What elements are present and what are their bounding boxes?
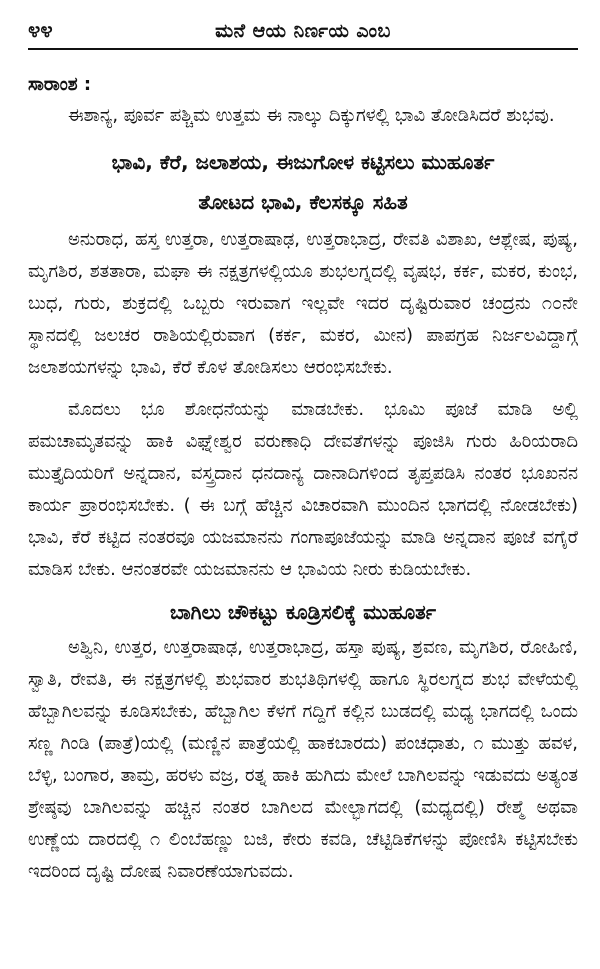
running-title: ಮನೆ ಆಯ ನಿರ್ಣಯ ಎಂಬ xyxy=(215,20,391,42)
summary-label: ಸಾರಾಂಶ : xyxy=(28,74,92,95)
page-number: ೪೪ xyxy=(28,18,53,43)
paragraph-bhoomi-pooja: ಮೊದಲು ಭೂ ಶೋಧನೆಯನ್ನು ಮಾಡಬೇಕು. ಭೂಮಿ ಪೂಜೆ ಮಾಡಿ ಅಲ್ಲಿ ಪಮಚಾಮೃತವನ್ನು ಹಾಕಿ ವಿಘ್ನೇಶ್ವರ ವರುಣಾಧಿ ದೇವತೆಗಳನ್ನು ಪೂಜಿಸಿ ಗುರು ಹಿರಿಯರಾದಿ ಮುತ್ತೈದಿಯರಿಗೆ ಅನ್ನದಾನ, ವಸ್ತ್ರದಾನ ಧನದಾನ್ಯ ದಾನಾದಿಗಳಿಂದ ತೃಪ್ತಪಡಿಸಿ ನಂತರ ಭೂಖನನ ಕಾರ್ಯ ಪ್ರಾರಂಭಿಸಬೇಕು. ( ಈ ಬಗ್ಗೆ ಹೆಚ್ಚಿನ ವಿಚಾರವಾಗಿ ಮುಂದಿನ ಭಾಗದಲ್ಲಿ ನೋಡಬೇಕು) ಭಾವಿ, ಕೆರೆ ಕಟ್ಟಿದ ನಂತರವೂ ಯಜಮಾನನು ಗಂಗಾಪೂಜೆಯನ್ನು ಮಾಡಿ ಅನ್ನದಾನ ಪೂಜೆ ವಗೈರೆ ಮಾಡಿಸ ಬೇಕು. ಆನಂತರವೇ ಯಜಮಾನನು ಆ ಭಾವಿಯ ನೀರು ಕುಡಿಯಬೇಕು. xyxy=(28,399,578,580)
paragraph-door-frame: ಅಶ್ವಿನಿ, ಉತ್ತರ, ಉತ್ತರಾಷಾಢ, ಉತ್ತರಾಭಾದ್ರ, ಹಸ್ತಾ ಪುಷ್ಯ, ಶ್ರವಣ, ಮೃಗಶಿರ, ರೋಹಿಣಿ, ಸ್ವಾತಿ, ರೇವತಿ, ಈ ನಕ್ಷತ್ರಗಳಲ್ಲಿ ಶುಭವಾರ ಶುಭತಿಥಿಗಳಲ್ಲಿ ಹಾಗೂ ಸ್ಥಿರಲಗ್ನದ ಶುಭ ವೇಳೆಯಲ್ಲಿ ಹೆಬ್ಬಾಗಿಲವನ್ನು ಕೂಡಿಸಬೇಕು, ಹೆಬ್ಬಾಗಿಲ ಕೆಳಗೆ ಗದ್ದಿಗೆ ಕಲ್ಲಿನ ಬುಡದಲ್ಲಿ ಮಧ್ಯ ಭಾಗದಲ್ಲಿ ಒಂದು ಸಣ್ಣ ಗಿಂಡಿ (ಪಾತ್ರೆ)ಯಲ್ಲಿ (ಮಣ್ಣಿನ ಪಾತ್ರೆಯಲ್ಲಿ ಹಾಕಬಾರದು) ಪಂಚಧಾತು, ೧ ಮುತ್ತು ಹವಳ, ಬೆಳ್ಳಿ, ಬಂಗಾರ, ತಾಮ್ರ, ಹರಳು ವಜ್ರ, ರತ್ನ ಹಾಕಿ ಹುಗಿದು ಮೇಲೆ ಬಾಗಿಲವನ್ನು ಇಡುವದು ಅತ್ಯಂತ ಶ್ರೇಷ್ಠವು ಬಾಗಿಲವನ್ನು ಹಚ್ಚಿನ ನಂತರ ಬಾಗಿಲದ ಮೇಲ್ಭಾಗದಲ್ಲಿ (ಮಧ್ಯದಲ್ಲಿ) ರೇಶ್ಮೆ ಅಥವಾ ಉಣ್ಣೆಯ ದಾರದಲ್ಲಿ ೧ ಲಿಂಬೆಹಣ್ಣು ಬಜಿ, ಕೇರು ಕವಡಿ, ಚೆಟ್ಟಿಡಿಕೆಗಳನ್ನು ಪೋಣಿಸಿ ಕಟ್ಟಿಸಬೇಕು ಇದರಿಂದ ದೃಷ್ಟಿ ದೋಷ ನಿವಾರಣೆಯಾಗುವದು. xyxy=(28,637,578,882)
running-header xyxy=(28,0,578,50)
section-heading-wells: ಭಾವಿ, ಕೆರೆ, ಜಲಾಶಯ, ಈಜುಗೋಳ ಕಟ್ಟಿಸಲು ಮುಹೂರ್ತ xyxy=(111,150,495,174)
summary-paragraph: ಈಶಾನ್ಯ, ಪೂರ್ವ ಪಶ್ಚಿಮ ಉತ್ತಮ ಈ ನಾಲ್ಕು ದಿಕ್ಕುಗಳಲ್ಲಿ ಭಾವಿ ತೋಡಿಸಿದರೆ ಶುಭವು. xyxy=(68,105,555,126)
section-heading-door-frame: ಬಾಗಿಲು ಚೌಕಟ್ಟು ಕೂಡ್ರಿಸಲಿಕ್ಕೆ ಮುಹೂರ್ತ xyxy=(169,600,437,624)
section-subheading-garden-well: ತೋಟದ ಭಾವಿ, ಕೆಲಸಕ್ಕೂ ಸಹಿತ xyxy=(198,190,408,214)
paragraph-nakshatras-wells: ಅನುರಾಧ, ಹಸ್ತ ಉತ್ತರಾ, ಉತ್ತರಾಷಾಢ, ಉತ್ತರಾಭಾದ್ರ, ರೇವತಿ ವಿಶಾಖ, ಆಶ್ಲೇಷ, ಪುಷ್ಯ, ಮೃಗಶಿರ, ಶತತಾರಾ, ಮಘಾ ಈ ನಕ್ಷತ್ರಗಳಲ್ಲಿಯೂ ಶುಭಲಗ್ನದಲ್ಲಿ ವೃಷಭ, ಕರ್ಕ, ಮಕರ, ಕುಂಭ, ಬುಧ, ಗುರು, ಶುಕ್ರದಲ್ಲಿ ಒಬ್ಬರು ಇರುವಾಗ ಇಲ್ಲವೇ ಇದರ ದೃಷ್ಟಿರುವಾರ ಚಂದ್ರನು ೧೦ನೇ ಸ್ಥಾನದಲ್ಲಿ ಜಲಚರ ರಾಶಿಯಲ್ಲಿರುವಾಗ (ಕರ್ಕ, ಮಕರ, ಮೀನ) ಪಾಪಗ್ರಹ ನಿರ್ಜಲವಿದ್ದಾಗ್ಗೆ ಜಲಾಶಯಗಳನ್ನು ಭಾವಿ, ಕೆರೆ ಕೊಳ ತೋಡಿಸಲು ಆರಂಭಿಸಬೇಕು. xyxy=(28,229,578,378)
